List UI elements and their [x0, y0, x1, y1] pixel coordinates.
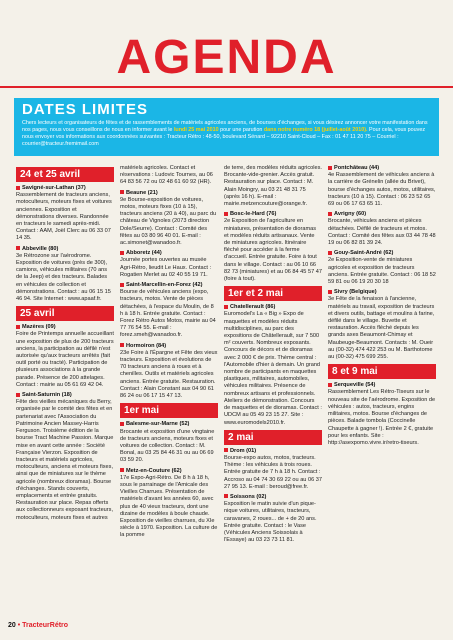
event-entry	[120, 165, 218, 187]
magazine-brand: • TracteurRétro	[17, 622, 69, 629]
event-location: Beaune (21)	[126, 189, 158, 196]
bullet-square-icon	[16, 246, 20, 250]
bullet-square-icon	[120, 251, 124, 255]
bullet-square-icon	[328, 166, 332, 170]
deadline-contact: Tracteur Rétro : 48-50, boulevard Sénard – 92210 Saint-Cloud – Fax : 01 47 11 20 75 – Courriel : courrier@tracteur.fremimail.com	[22, 134, 399, 147]
bullet-square-icon	[120, 343, 124, 347]
event-entry	[120, 250, 218, 279]
event-description: Journée portes ouvertes au musée Agri-Rétro, lieudit Le Haux. Contact : Rogatien Merlet au 02 40 55 19 71.	[120, 257, 212, 278]
event-entry	[328, 211, 436, 247]
deadline-date: lundi 25 mai 2010	[173, 127, 219, 133]
deadline-text: Chers lecteurs et organisateurs de fêtes et de rassemblements de matériels agricoles anciens, de bourses d'échanges, si vous désirez annoncer votre manifestation dans nos pages, nous vous conseillons de nous en informer avant le lundi 25 mai 2010 pour une parution dans notre numéro 18 (juillet-août 2010). Pour cela, vous pouvez nous envoyer vos informations aux coordonnées suivantes : Tracteur Rétro : 48-50, boulevard Sénard – 92210 Saint-Cloud – Fax : 01 47 11 20 75 – Courriel : courrier@tracteur.fremimail.com	[22, 120, 428, 147]
event-location: Abboretz (44)	[126, 250, 162, 257]
bullet-square-icon	[224, 494, 228, 498]
event-description: Brocante, véhicules anciens et pièces détachées. Défilé de tracteurs et motos. Contact : Comité des fêtes aux 03 44 78 48 19 ou 06 82 81 39 24.	[328, 218, 436, 247]
bullet-square-icon	[16, 325, 20, 329]
event-entry	[120, 282, 218, 340]
date-heading: 8 et 9 mai	[328, 364, 436, 379]
event-description: 4e Rassemblement de véhicules anciens à la carrière de Grénelin (allée du Brivet), bourse d'échanges autos, motos, utilitaires, tracteurs (10 à 15). Contact : 06 23 52 65 69 ou 06 17 63 65 11.	[328, 172, 436, 208]
event-entry	[16, 246, 114, 304]
bullet-square-icon	[120, 468, 124, 472]
event-entry	[328, 165, 436, 208]
event-entry	[224, 448, 322, 491]
bullet-square-icon	[328, 290, 332, 294]
bullet-square-icon	[16, 186, 20, 190]
deadline-issue: dans notre numéro 18 (juillet-août 2010).	[263, 127, 368, 133]
event-entry	[224, 304, 322, 426]
event-location: Avrigny (60)	[334, 211, 367, 218]
bullet-square-icon	[328, 383, 332, 387]
event-entry	[120, 190, 218, 248]
page-title: AGENDA	[116, 31, 337, 84]
event-description: Bourse de véhicules anciens (expo, tracteurs, motos. Vente de pièces détachées, à l'espace du Moulin, de 8 h à 18 h. Entrée gratuite. Contact : Forez Rétro Autos Motos, mairie au 04 77 76 54 55. E-mail : forez.smeh@wanadoo.fr.	[120, 289, 216, 339]
event-entry	[328, 289, 436, 361]
agenda-column-2	[120, 165, 218, 620]
event-location: Sivry (Belgique)	[334, 289, 377, 296]
event-entry	[328, 382, 436, 447]
event-description: 9e Bourse-exposition de voitures, motos, moteurs fixes (10 à 15), tracteurs anciens (20 à 40), au parc du château de Vignoles (2073 direction Dole/Seurre). Contact : Comité des fêtes au 03 80 96 40 01. E-mail : ac.simonet@wanadoo.fr.	[120, 196, 217, 247]
bullet-square-icon	[16, 393, 20, 397]
bullet-square-icon	[328, 212, 332, 216]
event-location: Bosc-le-Hard (76)	[230, 211, 277, 218]
bullet-square-icon	[224, 448, 228, 452]
bullet-square-icon	[120, 422, 124, 426]
event-description: Foire de Printemps annuelle accueillant une exposition de plus de 200 tracteurs anciens, la participation au défilé n'est autorisée qu'aux tracteurs arrêtés (fait outil porté ou tracté). Participation de plusieurs associations à la grande parade. Présence de 200 attelages. Contact : mairie au 05 61 69 42 04.	[16, 331, 114, 388]
date-heading: 1er mai	[120, 403, 218, 418]
title-divider	[0, 86, 453, 88]
event-location: Chatellerault (86)	[230, 304, 276, 311]
event-location: Serqueville (54)	[334, 382, 376, 389]
event-location: Abbeville (80)	[22, 245, 59, 252]
event-description: de terre, des modèles réduits agricoles. Brocante-vide-grenier. Accès gratuit. Restauration sur place. Contact : M. Alain Moingry, au 03 21 48 31 75 (après 16 h). E-mail : mairie.metzencouture@orange.fr.	[224, 165, 322, 208]
deadline-box	[14, 98, 439, 156]
event-entry	[224, 211, 322, 283]
event-description: Brocante et exposition d'une vingtaine de tracteurs anciens, moteurs fixes et voitures de collection. Contact : M. Bonal, au 03 25 84 46 31 ou au 06 69 03 59 20.	[120, 428, 215, 464]
bullet-square-icon	[120, 190, 124, 194]
event-entry	[120, 468, 218, 540]
agenda-column-4	[328, 165, 436, 620]
event-description: 3e Rétrozone sur l'aérodrome. Exposition de voitures (près de 300), camions, véhicules militaires (70 ans de la Jeep) et des tracteurs. Balades en véhicules de collection et démonstrations. Contact : au 06 15 15 46 94. Site Internet : www.apaaf.fr.	[16, 252, 111, 303]
event-entry	[224, 165, 322, 208]
agenda-column-3	[224, 165, 322, 620]
event-location: Hormoiron (84)	[126, 342, 167, 349]
event-location: Saint-Saturnin (18)	[22, 392, 72, 399]
event-entry	[120, 421, 218, 464]
event-description: Euromodel's La « Big » Expo de maquettes et modèles réduits multidisciplines, au parc des expositions de Châtellerault, sur 7 500 m² couverts. Nombreux exposants. Concours de décors et de dioramas avec 2 000 € de prix. Thème central : l'Automobile d'hier à demain. Un grand nombre de participants en maquettes plastiques, militaires, automobiles, véhicules militaires. Présence de nombreux artisans et professionnels. Ateliers de démonstration. Concours de maquettes et de dioramas. Contact : UDCM au 05 49 23 15 27. Site : www.euromodels2010.fr.	[224, 311, 322, 426]
event-entry	[328, 250, 436, 286]
bullet-square-icon	[224, 212, 228, 216]
event-description: Exposition le matin suivie d'un pique-nique voitures, utilitaires, tracteurs, caravanes, 2 roues... de + de 20 ans. Entrée gratuite. Contact : le Vase (Véhicules Anciens Soissolais à l'Essaye) au 03 23 73 11 81.	[224, 501, 317, 544]
event-location: Savigné-sur-Lathan (37)	[22, 185, 86, 191]
event-entry	[16, 324, 114, 389]
page-footer	[8, 622, 68, 629]
event-description: Rassemblement de tracteurs anciens, motoculteurs, moteurs fixes et voitures anciennes. Exposition et démonstrations diverses. Randonnée en tracteurs le samedi après-midi. Contact : AAM, Joël Clerc au 06 33 07 14 35.	[16, 192, 112, 242]
event-location: Balesme-sur-Marne (52)	[126, 421, 190, 428]
event-description: Fête des vieilles mécaniques du Berry, organisée par le comité des fêtes et en partenariat avec l'Association du Patrimoine Ancien Massey-Harris Ferguson. Troisième édition de la bourse Tract Machine Passion. Marque mise en avant cette année : Société Française Vierzon. Exposition de tracteurs et matériels agricoles, motoculteurs, anciens et moteurs fixes, ainsi que de miniatures sur le thème agricole (nombreux dioramas). Bourse d'échanges. Stands couverts, emplacements et entrée gratuits. Restauration sur place. Repas offerts aux collectionneurs exposant tracteurs, motoculteurs, moteurs fixes et autres	[16, 399, 114, 521]
page-number: 20	[8, 622, 16, 629]
date-heading: 2 mai	[224, 430, 322, 445]
event-location: Metz-en-Couture (62)	[126, 467, 182, 474]
event-location: Pontchâteau (44)	[334, 165, 380, 171]
date-heading: 1er et 2 mai	[224, 286, 322, 301]
event-description: 23e Foire à l'Épargne et Fête des vieux tracteurs. Exposition et évolutions de 70 tracteurs anciens à roues et à chenilles. Outils et matériels agricoles anciens. Entrée gratuite. Restauration. Contact : Alain Constant aux 04 90 61 86 24 ou 06 17 15 47 13.	[120, 349, 218, 400]
event-location: Mazères (09)	[22, 324, 56, 331]
event-location: Drom (01)	[230, 447, 257, 454]
bullet-square-icon	[120, 283, 124, 287]
deadline-heading: DATES LIMITES	[22, 101, 149, 118]
date-heading: 25 avril	[16, 306, 114, 321]
event-location: Saint-Marcellin-en-Forez (42)	[126, 282, 203, 289]
event-entry	[120, 343, 218, 401]
event-entry	[224, 494, 322, 544]
event-location: Soissons (02)	[230, 493, 267, 500]
event-entry	[16, 392, 114, 522]
event-location: Gouy-Saint-André (62)	[334, 250, 394, 257]
date-heading: 24 et 25 avril	[16, 167, 114, 182]
agenda-column-1	[16, 165, 114, 620]
event-description: 3e Fête de la fenaison à l'ancienne, matériels au travail, exposition de tracteurs et divers outils, battage et moulins à farine, défilé dans le village. Buvette et restauration. Accès fléché depuis les grands axes Beaumont-Chimay et Maubeuge-Beaumont. Contacts : M. Oueir au (00-32) 474 422 253 ou M. Barthotome au (00-32) 475 699 255.	[328, 296, 435, 361]
bullet-square-icon	[328, 251, 332, 255]
event-description: 2e Exposition de l'agriculture en miniatures, présentation de dioramas et modèles réduits artisanaux. Vente de miniatures agricoles. Itinéraire fléché pour accéder à la ferme d'accueil. Entrée gratuite. Foire à tout dans le village. Contact : au 06 10 66 82 73 (miniatures) et au 06 84 45 57 47 (foire à tout).	[224, 218, 322, 283]
event-description: Bourse-expo autos, motos, tracteurs. Thème : les véhicules à trois roues. Entrée gratuite de 7 h à 18 h. Contact : Accroso au 04 74 30 69 22 ou au 06 37 27 95 13. E-mail : beroud@free.fr.	[224, 454, 322, 490]
bullet-square-icon	[224, 305, 228, 309]
event-entry	[16, 185, 114, 243]
event-description: Rassemblement Les Rétro-Tiseurs sur le nouveau site de l'aérodrome. Exposition de véhicules : autos, tracteurs, engins militaires, motos. Bourse d'échanges de pièces. Balade tombola (Coccinelle Chaupette à gagner !). Entrée 2 €, gratuite pour les enfants. Site : http://asexpomo.vivre.ir/retro-tiseurs.	[328, 389, 436, 446]
event-description: 17e Expo-Agri-Rétro. De 8 h à 18 h, sous le parrainage de l'Amicale des Vieilles Charrues. Présentation de matériels d'avant les années 60, avec plus de 40 vieux tracteurs, dont une dizaine de modèles à boule chaude. Exposition de vieilles charrues, du XIe siècle à 1970. Exposition. La culture de la pomme	[120, 474, 218, 539]
event-description: 2e Exposition-vente de miniatures agricoles et exposition de tracteurs anciens. Entrée gratuite. Contact : 06 18 52 59 81 ou 06 19 20 30 18	[328, 257, 436, 286]
event-description: matériels agricoles. Contact et réservations : Ludovic Tournes, au 06 64 83 56 72 ou 02 48 61 60 92 (HR).	[120, 165, 213, 186]
